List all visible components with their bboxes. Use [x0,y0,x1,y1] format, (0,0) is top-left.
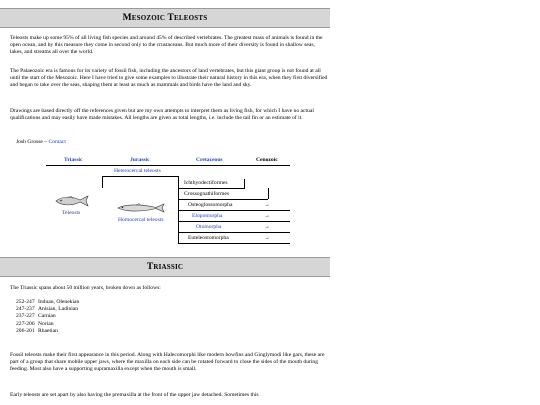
bracket-0 [178,176,179,188]
author-name: Josh Grosse – [16,139,49,145]
period-name: Carnian [38,313,56,320]
period-row [16,299,79,306]
triassic-intro: The Triassic spans about 50 million years, broken down as follows: [10,285,161,291]
intro-paragraph-3 [10,108,328,122]
intro-paragraph-2: The Palaeozoic era is famous for its variety of fossil fish, including the ancestors of land vertebrates, but this giant group is not found at all until the start of the Mesozoic. Here I have tried to give some examples to illustrate their natural history in this era, when they first diversified and began to take over the seas, shaping them at least as much as mammals and birds have the land and sky. [10,68,328,89]
para3-text-b: include the tail fin or an estimate of it. [215,115,303,122]
bracket-0b [244,179,245,189]
homocercal-link[interactable]: Homocercal teleosts [118,217,164,223]
section-header-triassic [0,257,330,277]
rule-5 [178,243,290,244]
homocercal-stem [178,188,179,243]
group-ichthyodectiformes: Ichthyodectiformes [184,180,228,186]
arrow-euteleostomorpha: → [264,235,270,241]
rule-1 [178,199,268,200]
teleosts-link[interactable]: Teleosts [62,210,81,216]
jurassic-fish-illustration [116,202,166,214]
header-cenozoic: Cenozoic [256,157,278,163]
period-row [16,321,79,328]
triassic-fish-illustration [54,194,90,208]
phylogeny-table [32,154,290,250]
period-name: Rhaetian [38,327,58,334]
period-name: Norian [38,320,54,327]
heterocercal-link[interactable]: Heterocercal teleosts [114,168,161,174]
period-range: 206-201 [16,327,35,334]
section-title: Mesozoic Teleosts [122,13,208,23]
header-cretaceous[interactable]: Cretaceous [196,157,223,163]
intro-paragraph-1: Teleosts make up some 95% of all living fish species and around 45% of described vertebrates. The greatest mass of animals is found in the open ocean, and by this measure they come in second only to the crustaceans. But much more of their diversity is found in shallow seas, lakes, and streams all over the world. [10,35,323,56]
period-name: Induan, Olenekian [38,299,80,305]
header-rule [46,165,290,166]
group-otomorpha[interactable]: Otomorpha [196,224,222,230]
period-range: 252-247 [16,299,35,305]
arrow-otomorpha: → [264,224,270,230]
triassic-paragraph-1: Fossil teleosts make their first appearance in this period. Along with Halecomorphi like modern bowfins and Ginglymodi like gars, these are part of a group that share mobile upper jaws, where the maxilla on each side can be rotated forward to close the sides of the mouth during feeding. Most also have a supporting supramaxilla except when the mouth is small. [10,352,325,373]
para3-text-a: Drawings are based directly off the references given but are my own attempts to interpret them as living fish, for which I have no actual qualifications and may easily have made mistakes. All lengths are given as total lengths, [10,108,314,122]
group-osteoglossomorpha: Osteoglossomorpha [188,202,233,208]
heterocercal-rule [102,176,178,177]
group-elopomorpha[interactable]: Elopomorpha [192,213,223,219]
contact-link[interactable]: Contact [48,139,66,145]
period-range: 247-237 [16,306,35,313]
section-title-triassic: Triassic [146,262,184,272]
group-crossognathiformes: Crossognathiformes [184,191,230,197]
header-triassic[interactable]: Triassic [64,157,83,163]
triassic-paragraph-2: Early teleosts are set apart by also having the premaxilla at the front of the upper jaw detached. Sometimes this [10,392,259,398]
rule-3 [178,221,290,222]
period-name: Anisian, Ladinian [38,306,79,313]
triassic-period-list [16,299,79,335]
rule-4 [178,232,290,233]
bracket-1 [268,188,269,199]
rule-0 [178,188,244,189]
group-euteleostomorpha: Euteleostomorpha [188,235,229,241]
arrow-elopomorpha: → [264,213,270,219]
heterocercal-bracket [102,176,103,188]
rule-2 [178,210,290,211]
author-line [16,139,334,146]
ie-abbrev: i.e. [208,115,216,122]
period-range: 237-227 [16,313,35,320]
period-row [16,306,79,313]
period-row [16,313,79,320]
header-jurassic[interactable]: Jurassic [130,157,150,163]
period-range: 227-206 [16,320,35,327]
period-row [16,328,79,335]
arrow-osteoglossomorpha: → [264,202,270,208]
section-header-mesozoic [0,8,330,28]
